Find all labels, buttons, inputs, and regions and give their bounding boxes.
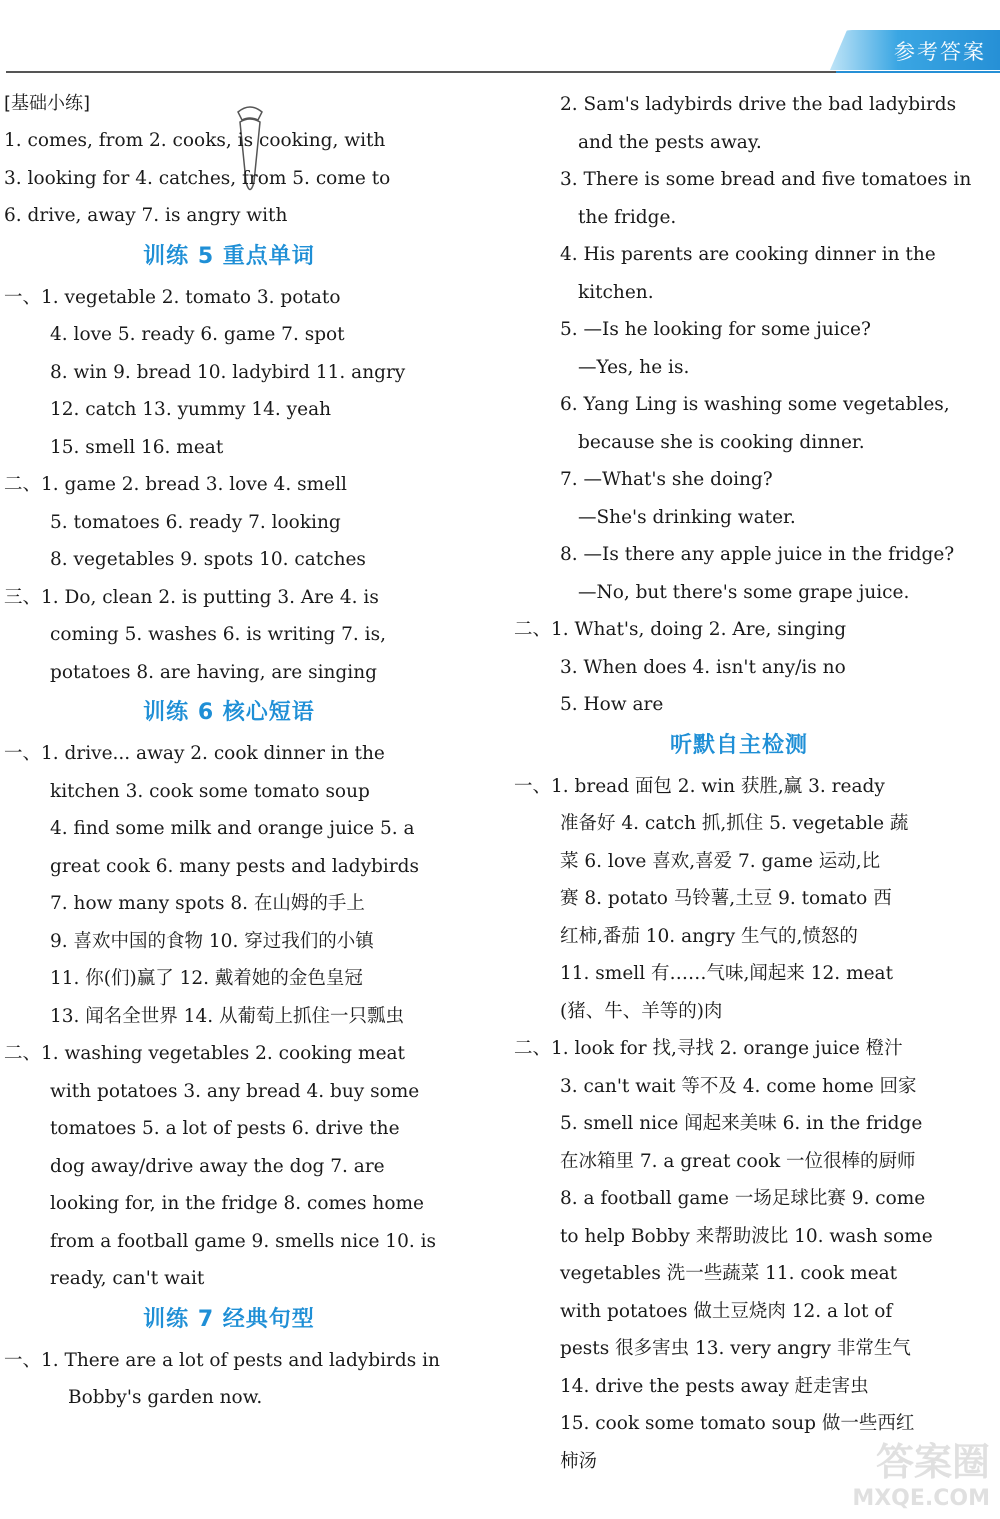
- answer-line: —She's drinking water.: [578, 506, 796, 528]
- answer-line: 8. —Is there any apple juice in the fridge?: [560, 544, 955, 565]
- answer-line: 7. how many spots 8. 在山姆的手上: [50, 893, 365, 914]
- answer-line: with potatoes 3. any bread 4. buy some: [50, 1080, 420, 1102]
- answer-line: 红柿,番茄 10. angry 生气的,愤怒的: [560, 925, 858, 947]
- answer-line: 3. When does 4. isn't any/is no: [560, 656, 846, 678]
- answer-line: 菜 6. love 喜欢,喜爱 7. game 运动,比: [560, 850, 881, 872]
- answer-line: 4. His parents are cooking dinner in the: [560, 244, 936, 265]
- answer-line: 14. drive the pests away 赶走害虫: [560, 1375, 869, 1397]
- answer-line: —No, but there's some grape juice.: [578, 581, 910, 603]
- answer-line: pests 很多害虫 13. very angry 非常生气: [560, 1338, 911, 1359]
- answer-line: 在冰箱里 7. a great cook 一位很棒的厨师: [560, 1150, 916, 1172]
- answer-line: coming 5. washes 6. is writing 7. is,: [50, 624, 386, 645]
- answer-line: kitchen 3. cook some tomato soup: [50, 780, 370, 802]
- answer-line: with potatoes 做土豆烧肉 12. a lot of: [560, 1300, 893, 1322]
- answer-line: 8. a football game 一场足球比赛 9. come: [560, 1188, 926, 1209]
- answer-line: 8. vegetables 9. spots 10. catches: [50, 549, 366, 570]
- answer-line: 准备好 4. catch 抓,抓住 5. vegetable 蔬: [560, 813, 909, 834]
- answer-line: Bobby's garden now.: [68, 1387, 263, 1408]
- answer-line: 三、1. Do, clean 2. is putting 3. Are 4. is: [4, 586, 379, 608]
- answer-line: 4. find some milk and orange juice 5. a: [50, 818, 415, 839]
- answer-line: the fridge.: [578, 206, 677, 228]
- watermark-line-1: 答案圈: [875, 1440, 990, 1484]
- answer-line: from a football game 9. smells nice 10. is: [50, 1230, 437, 1252]
- watermark-logo: [852, 1431, 990, 1511]
- answer-line: 二、1. look for 找,寻找 2. orange juice 橙汁: [514, 1038, 903, 1059]
- answer-line: 一、1. bread 面包 2. win 获胜,赢 3. ready: [514, 775, 885, 797]
- section-heading-training-6: 训练 6 核心短语: [143, 700, 315, 725]
- answer-line: (猪、牛、羊等的)肉: [560, 1000, 723, 1022]
- answer-line: 13. 闻名全世界 14. 从葡萄上抓住一只瓢虫: [50, 1005, 404, 1027]
- answer-line: 11. smell 有……气味,闻起来 12. meat: [560, 963, 894, 984]
- answer-line: 4. love 5. ready 6. game 7. spot: [50, 324, 345, 345]
- answer-line: 5. —Is he looking for some juice?: [560, 319, 871, 340]
- watermark-line-2: MXQE.COM: [852, 1486, 990, 1511]
- answer-line: 2. Sam's ladybirds drive the bad ladybirds: [560, 94, 957, 115]
- answer-line: 7. —What's she doing?: [560, 469, 773, 490]
- answer-line: tomatoes 5. a lot of pests 6. drive the: [50, 1118, 400, 1139]
- answer-line: 一、1. drive... away 2. cook dinner in the: [4, 743, 385, 764]
- answer-line: 15. cook some tomato soup 做一些西红: [560, 1413, 915, 1434]
- answer-line: 3. can't wait 等不及 4. come home 回家: [560, 1075, 917, 1097]
- section-heading-training-5: 训练 5 重点单词: [143, 243, 315, 269]
- section-heading-listening: 听默自主检测: [669, 732, 808, 758]
- answer-line: looking for, in the fridge 8. comes home: [50, 1193, 424, 1214]
- answer-line: 11. 你(们)赢了 12. 戴着她的金色皇冠: [50, 968, 363, 989]
- answer-line: 一、1. vegetable 2. tomato 3. potato: [4, 286, 341, 308]
- answer-line: 二、1. washing vegetables 2. cooking meat: [4, 1043, 405, 1064]
- answer-line: 柿汤: [560, 1450, 598, 1472]
- answer-line: 5. How are: [560, 694, 664, 715]
- header-rule-accent: [836, 71, 1000, 73]
- answer-line: 3. There is some bread and five tomatoes in: [560, 169, 972, 190]
- answer-line: 赛 8. potato 马铃薯,土豆 9. tomato 西: [560, 888, 892, 909]
- answer-line: to help Bobby 来帮助波比 10. wash some: [560, 1225, 933, 1247]
- answer-line: 3. looking for 4. catches, from 5. come to: [4, 167, 391, 189]
- answer-line: —Yes, he is.: [578, 356, 690, 378]
- answer-line: 6. drive, away 7. is angry with: [4, 205, 288, 226]
- answer-line: 一、1. There are a lot of pests and ladybirds in: [4, 1349, 440, 1371]
- answer-line: 二、1. game 2. bread 3. love 4. smell: [4, 474, 347, 495]
- answer-line: 6. Yang Ling is washing some vegetables,: [560, 394, 950, 415]
- answer-line: kitchen.: [578, 281, 654, 303]
- basic-practice-label: [基础小练]: [4, 93, 91, 114]
- answer-line: vegetables 洗一些蔬菜 11. cook meat: [560, 1263, 898, 1284]
- answer-line: 5. smell nice 闻起来美味 6. in the fridge: [560, 1113, 923, 1134]
- answer-line: 12. catch 13. yummy 14. yeah: [50, 399, 332, 420]
- right-column: [514, 86, 972, 1480]
- answer-line: potatoes 8. are having, are singing: [50, 661, 377, 683]
- answer-line: ready, can't wait: [50, 1268, 205, 1289]
- answer-line: 5. tomatoes 6. ready 7. looking: [50, 511, 341, 533]
- answer-line: 9. 喜欢中国的食物 10. 穿过我们的小镇: [50, 930, 374, 952]
- section-heading-training-7: 训练 7 经典句型: [143, 1306, 315, 1332]
- answer-line: 二、1. What's, doing 2. Are, singing: [514, 619, 847, 640]
- header-tab-label: 参考答案: [894, 40, 986, 64]
- answer-line: dog away/drive away the dog 7. are: [50, 1155, 385, 1177]
- answer-line: 8. win 9. bread 10. ladybird 11. angry: [50, 361, 406, 383]
- left-column: [4, 86, 454, 1417]
- answer-line: great cook 6. many pests and ladybirds: [50, 855, 419, 877]
- answer-line: 15. smell 16. meat: [50, 436, 224, 458]
- answer-line: and the pests away.: [578, 131, 762, 153]
- answer-line: 1. comes, from 2. cooks, is cooking, with: [4, 130, 386, 151]
- header-rule: [6, 71, 836, 73]
- answer-line: because she is cooking dinner.: [578, 431, 865, 453]
